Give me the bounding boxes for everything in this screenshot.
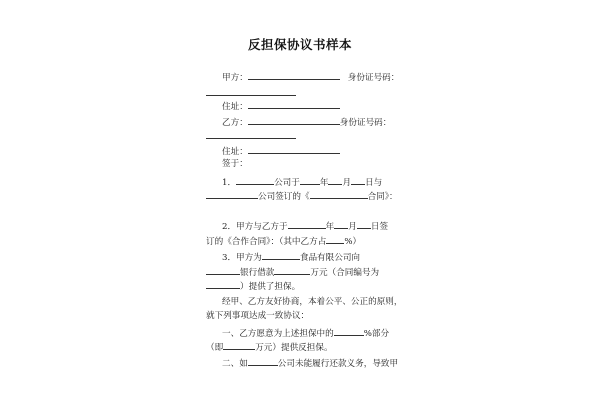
- article-1-close: 万元）提供反担保。: [255, 343, 333, 353]
- party-a-address-line: [222, 100, 340, 113]
- article-1-open: （即: [206, 343, 224, 353]
- clause-3-wan-contract-no: 万元（合同编号为: [310, 268, 380, 278]
- party-b-label: 乙方：: [222, 118, 248, 128]
- article-1-line-2: [206, 341, 333, 354]
- clause-2-line-2: [206, 235, 361, 248]
- clause-3-bank-loan: 银行借款: [240, 268, 275, 278]
- party-b-blank: [248, 116, 340, 125]
- clause-2-percent-end: %）: [344, 237, 362, 247]
- party-b-address-label: 住址：: [222, 147, 248, 157]
- clause-2-text-a: 2．甲方与乙方于: [222, 222, 288, 232]
- negotiate-line-1: [222, 297, 402, 308]
- clause-3-company-blank: [262, 251, 300, 260]
- clause-1-month: 月: [342, 178, 352, 188]
- article-2-line-1: [222, 357, 398, 370]
- clause-1-day-and: 日与: [365, 178, 383, 188]
- party-a-address-blank: [248, 100, 340, 109]
- article-1-amount-blank: [223, 341, 255, 350]
- clause-3-amount-blank: [274, 266, 310, 275]
- clause-3-bank-blank: [206, 266, 240, 275]
- clause-1-number: 1．: [222, 178, 237, 188]
- article-1-percent-blank: [334, 327, 364, 336]
- clause-2-percent-blank: [326, 235, 344, 244]
- article-1-line-1: [222, 327, 389, 340]
- clause-1-line-2: [206, 190, 398, 203]
- clause-3-food-company: 食品有限公司向: [299, 253, 361, 263]
- clause-1-line-1: [222, 176, 382, 189]
- party-b-id-blank: [206, 130, 296, 139]
- clause-1-contract-end: 合同》：: [367, 192, 398, 202]
- agreement-text: 就下列事项达成一致协议：: [206, 311, 310, 321]
- party-b-line: [222, 116, 391, 129]
- negotiate-line-2: [206, 311, 309, 322]
- document-title: 反担保协议书样本: [247, 37, 352, 52]
- party-a-id-line: [206, 87, 296, 100]
- party-b-id-line: [206, 130, 296, 143]
- article-1-text-a: 一、乙方愿意为上述担保中的: [222, 329, 334, 339]
- party-a-label: 甲方：: [222, 73, 248, 83]
- clause-1-year: 年: [319, 178, 329, 188]
- party-a-id-label: 身份证号码：: [347, 73, 400, 83]
- clause-1-month-blank: [328, 176, 342, 185]
- clause-1-company-at: 公司于: [274, 178, 300, 188]
- party-b-address-line: [222, 145, 340, 158]
- negotiate-text: 经甲、乙方友好协商，本着公平、公正的原则，: [222, 297, 403, 307]
- clause-2-month-blank: [334, 220, 348, 229]
- clause-2-day-signed: 日签: [370, 222, 389, 232]
- party-a-address-label: 住址：: [222, 102, 248, 112]
- clause-2-year: 年: [325, 222, 335, 232]
- article-2-text-b: 公司未能履行还款义务，导致甲: [277, 359, 399, 369]
- article-2-company-blank: [248, 357, 278, 366]
- clause-1-day-blank: [351, 176, 365, 185]
- clause-2-month: 月: [348, 222, 357, 232]
- party-a-line: [222, 71, 399, 84]
- party-a-id-blank: [206, 87, 296, 96]
- clause-2-day-blank: [357, 220, 371, 229]
- clause-1-company-signed: 公司签订的《: [258, 192, 310, 202]
- clause-2-line-1: [222, 220, 388, 233]
- clause-3-guarantee: ）提供了担保。: [240, 282, 301, 292]
- article-1-percent: %部分: [363, 329, 390, 339]
- sign-label: 签于：: [222, 159, 248, 169]
- sign-line: [222, 159, 248, 170]
- party-b-address-blank: [248, 145, 340, 154]
- clause-3-line-2: [206, 266, 379, 279]
- clause-1-company2-blank: [206, 190, 258, 199]
- party-a-blank: [248, 71, 340, 80]
- clause-1-company-blank: [236, 176, 274, 185]
- clause-2-year-blank: [288, 220, 326, 229]
- clause-3-text-a: 3．甲方为: [222, 253, 262, 263]
- clause-3-line-3: [206, 280, 300, 293]
- clause-2-text-b: 订的《合作合同》：（其中乙方占: [206, 237, 327, 247]
- clause-3-contract-no-blank: [206, 280, 240, 289]
- clause-3-line-1: [222, 251, 360, 264]
- clause-1-contract-blank: [310, 190, 368, 199]
- clause-1-year-blank: [300, 176, 320, 185]
- party-b-id-label: 身份证号码：: [339, 118, 392, 128]
- article-2-text-a: 二、如: [222, 359, 248, 369]
